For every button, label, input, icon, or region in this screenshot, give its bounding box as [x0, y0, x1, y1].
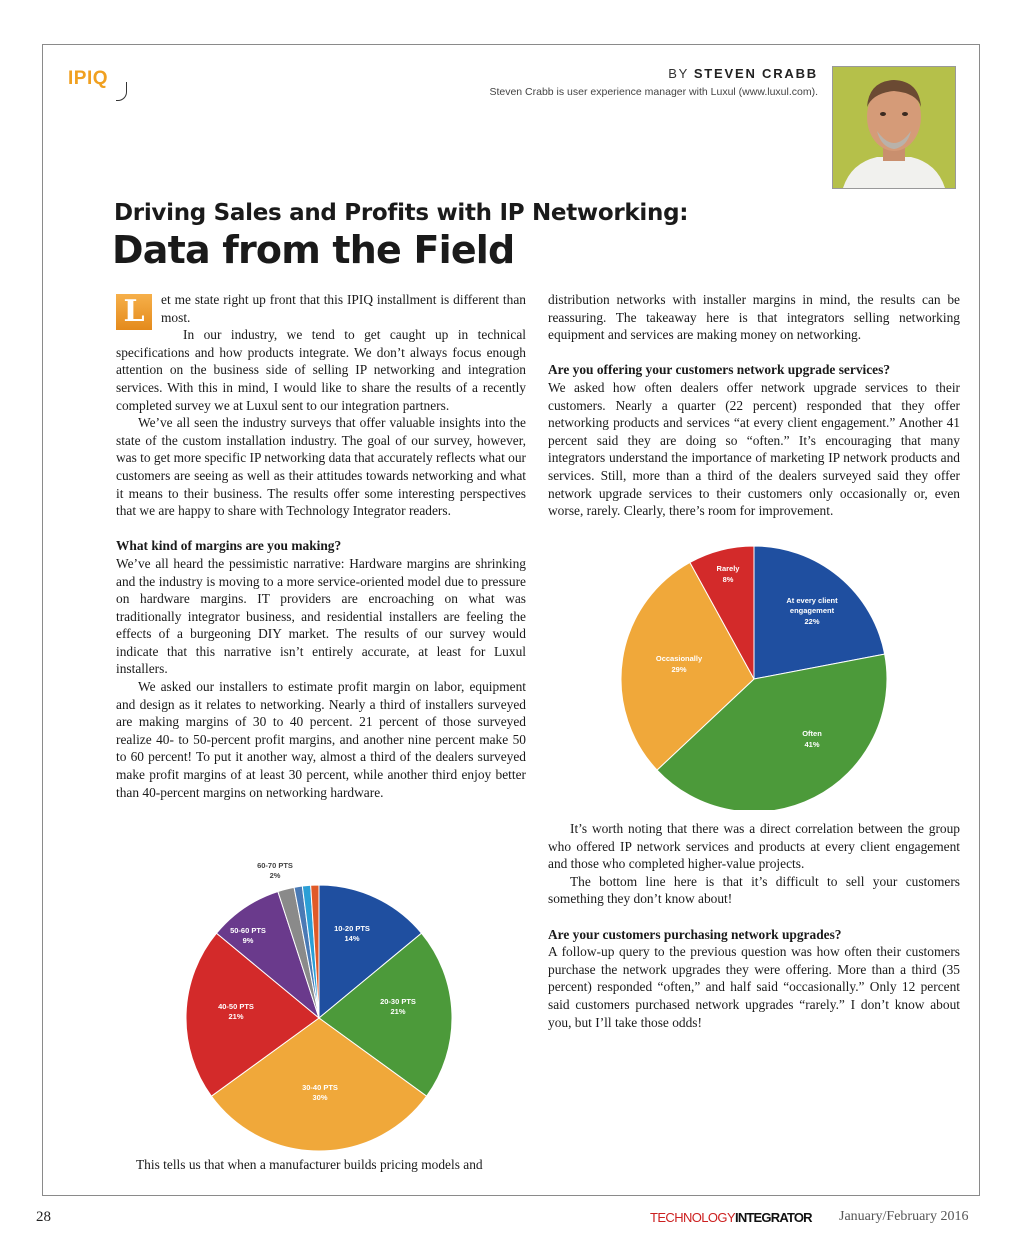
page-number: 28 — [36, 1209, 51, 1225]
right-paragraph-4: The bottom line here is that it’s difficult to sell your customers something they don’t know about! — [548, 873, 960, 907]
pie1-pct-20-30: 21% — [390, 1007, 406, 1016]
right-paragraph-2: We asked how often dealers offer network upgrade services to their customers. Nearly a quarter (22 percent) responded that they offer networking products and services “at every client engagement.” Another 41 percent said they are doing so “often.” It’s encouraging that many integrators understand the importance of marketing IP network products and services. Still, more than a third of the dealers surveyed said they offer network upgrade services to their customers only occasionally or, even worse, rarely. Clearly, there’s room for improvement. — [548, 379, 960, 519]
author-portrait-icon — [833, 67, 955, 188]
pie1-label-40-50: 40-50 PTS — [218, 1002, 254, 1011]
paragraph-4: We’ve all heard the pessimistic narrative: Hardware margins are shrinking and the industry is moving to a more service-oriented model due to pressure on hardware margins. IT providers are encroaching on what was traditionally integrator business, and residential installers are feeling the effects of a burgeoning DIY market. The results of our survey would indicate that this narrative isn’t entirely accurate, at least for Luxul installers. — [116, 555, 526, 677]
pie2-label-every-a: At every client — [786, 596, 838, 605]
pie1-pct-10-20: 14% — [344, 934, 360, 943]
left-column — [116, 291, 526, 801]
margins-pie-chart — [182, 856, 462, 1156]
subhead-offering: Are you offering your customers network upgrade services? — [548, 362, 891, 378]
pie1-label-30-40: 30-40 PTS — [302, 1083, 338, 1092]
pie2-label-often: Often — [802, 729, 822, 738]
subhead-margins: What kind of margins are you making? — [116, 538, 342, 554]
right-paragraph-3: It’s worth noting that there was a direct correlation between the group who offered IP network services and products at every client engagement and those who completed higher-value projects. — [548, 821, 960, 872]
author-bio: Steven Crabb is user experience manager with Luxul (www.luxul.com). — [489, 86, 818, 98]
pie1-label-60-70: 60-70 PTS — [257, 861, 293, 870]
pie1-label-50-60: 50-60 PTS — [230, 926, 266, 935]
pie2-label-occasionally: Occasionally — [655, 654, 703, 663]
pie2-label-rarely: Rarely — [716, 564, 740, 573]
section-label: IPIQ — [68, 68, 109, 89]
right-column-top — [548, 291, 960, 520]
drop-cap: L — [116, 294, 152, 330]
pie2-pct-every: 22% — [804, 617, 820, 626]
intro-paragraph — [116, 291, 526, 329]
paragraph-3: We’ve all seen the industry surveys that offer valuable insights into the state of the custom installation industry. The goal of our survey, however, was to get more specific IP networking data that accurately reflects what our customers are seeing as well as their attitudes towards networking and what it means to their business. The results offer some interesting perspectives that we are happy to share with Technology Integrator readers. — [116, 415, 526, 519]
issue-date: January/February 2016 — [839, 1209, 969, 1224]
pie1-label-20-30: 20-30 PTS — [380, 997, 416, 1006]
magazine-name-a: TECHNOLOGY — [650, 1210, 736, 1225]
pie1-pct-30-40: 30% — [312, 1093, 328, 1102]
pie1-pct-40-50: 21% — [228, 1012, 244, 1021]
pie2-pct-often: 41% — [804, 740, 820, 749]
author-name: STEVEN CRABB — [693, 66, 818, 81]
article-headline: Data from the Field — [112, 228, 515, 272]
pie1-pct-60-70: 2% — [269, 871, 281, 880]
upgrade-services-pie-chart — [608, 546, 898, 810]
byline-by: BY — [668, 66, 689, 81]
pie1-label-10-20: 10-20 PTS — [334, 924, 370, 933]
article-kicker: Driving Sales and Profits with IP Networking: — [114, 200, 689, 226]
pie1-pct-50-60: 9% — [242, 936, 254, 945]
right-paragraph-5: A follow-up query to the previous question was how often their customers purchase the network upgrades they were offering. More than a third (35 percent) responded “often,” and half said “occasionally.” Only 12 percent said customers purchased network upgrades “rarely.” I don’t know about you, but I’ll take those odds! — [548, 944, 960, 1030]
paragraph-2: In our industry, we tend to get caught up in technical specifications and how products integrate. We don’t always focus enough attention on the business side of selling IP networking and integration services. With this in mind, I would like to share the results of a recently completed survey we at Luxul sent to our integration partners. — [116, 327, 526, 413]
paragraph-6: This tells us that when a manufacturer builds pricing models and — [136, 1157, 483, 1172]
magazine-name-b: INTEGRATOR — [735, 1210, 812, 1225]
right-paragraph-1: distribution networks with installer margins in mind, the results can be reassuring. The takeaway here is that integrators selling networking equipment and services are making money on networking. — [548, 292, 960, 343]
pie2-pct-rarely: 8% — [722, 575, 734, 584]
byline — [668, 66, 818, 81]
magazine-name — [650, 1210, 812, 1225]
paragraph-5: We asked our installers to estimate profit margin on labor, equipment and design as it relates to networking. Nearly a third of installers surveyed are making margins of 30 to 40 percent. 21 percent of those surveyed realize 40- to 50-percent profit margins, and another nine percent make 50 to 60 percent! To put it another way, almost a third of the dealers surveyed make profit margins of at least 30 percent, while another third enjoy better than 40-percent margins on networking hardware. — [116, 679, 526, 800]
subhead-purchasing: Are your customers purchasing network upgrades? — [548, 926, 842, 942]
pie2-label-every-b: engagement — [789, 606, 835, 615]
pie2-pct-occasionally: 29% — [671, 665, 687, 674]
author-photo — [832, 66, 956, 189]
paragraph-1: et me state right up front that this IPIQ installment is different than most. — [161, 292, 526, 325]
right-column-bottom — [548, 820, 960, 1031]
